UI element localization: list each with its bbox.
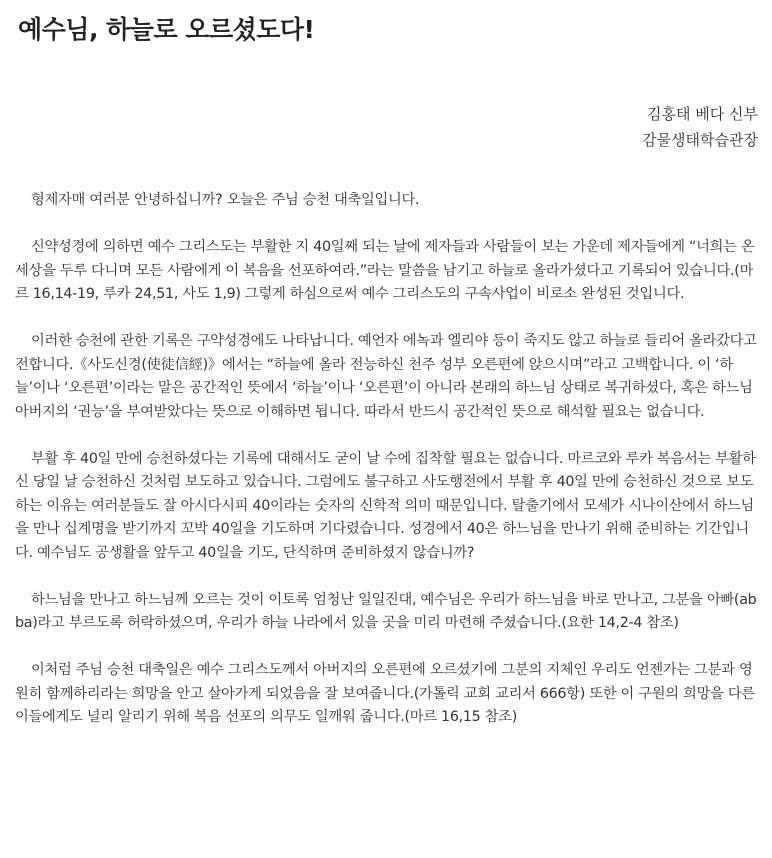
paragraph-forty-days: 부활 후 40일 만에 승천하셨다는 기록에 대해서도 굳이 날 수에 집착할 필요는 없습니다. 마르코와 루카 복음서는 부활하신 당일 날 승천하신 것처럼 보도하고 있습니다. 그럼에도 불구하고 사도행전에서 부활 후 40일 만에 승천하신 것으로 보도하는 이유는 여러분들도 잘 아시다시피 40이라는 숫자의 신학적 의미 때문입니다. 탈출기에서 모세가 시나이산에서 하느님을 만나 십계명을 받기까지 꼬박 40일을 기도하며 기다렸습니다. 성경에서 40은 하느님을 만나기 위해 준비하는 기간입니다. 예수님도 공생활을 앞두고 40일을 기도, 단식하며 준비하셨지 않습니까? — [15, 450, 756, 561]
paragraph-greeting: 형제자매 여러분 안녕하십니까? 오늘은 주님 승천 대축일입니다. — [31, 192, 420, 208]
paragraph-conclusion: 이처럼 주님 승천 대축일은 예수 그리스도께서 아버지의 오른편에 오르셨기에 그분의 지체인 우리도 언젠가는 그분과 영원히 함께하리라는 희망을 안고 살아가게 되었음을 잘 보여줍니다.(가톨릭 교회 교리서 666항) 또한 이 구원의 희망을 다른 이들에게도 널리 알리기 위해 복음 선포의 의무도 일깨워 줍니다.(마르 16,15 참조) — [15, 662, 755, 725]
paragraph-new-testament: 신약성경에 의하면 예수 그리스도는 부활한 지 40일째 되는 날에 제자들과 사람들이 보는 가운데 제자들에게 “너희는 온 세상을 두루 다니며 모든 사람에게 이 복음을 선포하여라.”라는 말씀을 남기고 하늘로 올라가셨다고 기록되어 있습니다.(마르 16,14-19, 루카 24,51, 사도 1,9) 그렇게 하심으로써 예수 그리스도의 구속사업이 비로소 완성된 것입니다. — [15, 239, 755, 302]
paragraph-meeting-god: 하느님을 만나고 하느님께 오르는 것이 이토록 엄청난 일일진대, 예수님은 우리가 하느님을 바로 만나고, 그분을 아빠(abba)라고 부르도록 허락하셨으며, 우리가 하늘 나라에서 있을 곳을 미리 마련해 주셨습니다.(요한 14,2-4 참조) — [15, 591, 757, 631]
author-role: 감물생태학습관장 — [642, 131, 758, 149]
paragraph-old-testament: 이러한 승천에 관한 기록은 구약성경에도 나타납니다. 예언자 에녹과 엘리야 등이 죽지도 않고 하늘로 들리어 올라갔다고 전합니다.《사도신경(使徒信經)》에서는 “하늘에 올라 전능하신 천주 성부 오른편에 앉으시며”라고 고백합니다. 이 ‘하늘’이나 ‘오른편’이라는 말은 공간적인 뜻에서 ‘하늘’이나 ‘오른편’이 아니라 본래의 하느님 상태로 복귀하셨다, 혹은 하느님 아버지의 ‘권능’을 부여받았다는 뜻으로 이해하면 됩니다. 따라서 반드시 공간적인 뜻으로 해석할 필요는 없습니다. — [15, 333, 757, 420]
article-title: 예수님, 하늘로 오르셨도다! — [18, 15, 315, 44]
article-body — [15, 189, 757, 753]
author-name: 김홍태 베다 신부 — [647, 105, 758, 123]
author-byline — [642, 101, 758, 153]
